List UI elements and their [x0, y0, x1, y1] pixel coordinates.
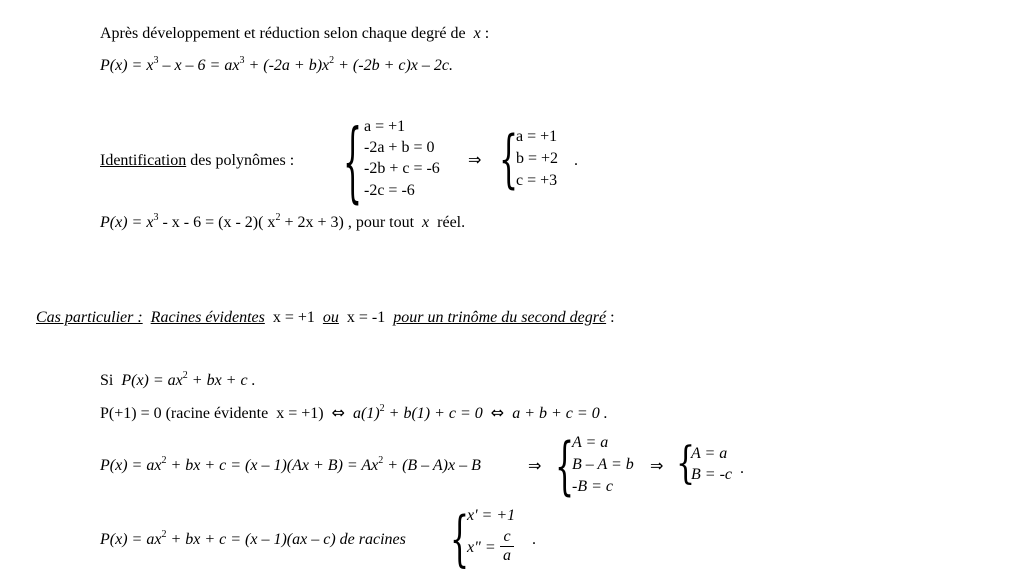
fraction — [500, 528, 514, 565]
si-line — [100, 371, 256, 391]
decomp-line — [100, 456, 481, 476]
numerator: c — [503, 528, 511, 545]
root-eq: x" = — [467, 539, 496, 556]
factorisation-line — [100, 213, 465, 233]
var-x: x — [422, 214, 430, 231]
eq-part: + bx + c . — [187, 372, 256, 389]
roots-line — [100, 530, 406, 550]
system-line: -2b + c = -6 — [364, 160, 440, 177]
eq-part: P(x) = ax — [100, 531, 162, 548]
exp: 2 — [378, 455, 384, 466]
eq-part: + 2x + 3) , pour tout — [280, 214, 415, 231]
eq-part: – x – 6 = ax — [158, 57, 240, 74]
identification-label — [100, 151, 294, 171]
eq-part: + b(1) + c = 0 — [384, 405, 483, 422]
cas-sub: Racines évidentes — [150, 309, 265, 326]
root-eq: x' = +1 — [467, 507, 516, 524]
sys-eq: -B = c — [572, 478, 613, 495]
root-value: x = -1 — [346, 309, 386, 326]
result-line: a = +1 — [516, 128, 558, 145]
system-line — [691, 444, 727, 464]
equivalent-icon: ⇔ — [490, 403, 505, 422]
period: . — [574, 152, 578, 169]
root-line — [467, 538, 496, 558]
left-brace-icon: { — [343, 113, 363, 215]
denominator: a — [503, 547, 511, 564]
left-brace-icon: { — [555, 431, 575, 505]
exp: 2 — [161, 455, 167, 466]
eq-part: P(x) = x — [100, 214, 154, 231]
left-brace-icon: { — [450, 505, 470, 575]
eq-part: x = +1) — [276, 405, 324, 422]
left-brace-icon: { — [499, 124, 519, 198]
eq-part: P(x) = ax — [121, 372, 183, 389]
sys-eq: B = -c — [691, 466, 732, 483]
period: . — [532, 531, 536, 548]
eq-part: réel. — [437, 214, 466, 231]
eq-part: + bx + c = (x – 1)(ax – c) de racines — [166, 531, 406, 548]
colon: : — [610, 309, 615, 326]
cas-particulier-heading — [36, 308, 615, 328]
ou-word: ou — [322, 309, 339, 326]
p-plus-one-line — [100, 403, 608, 424]
identification-title: Identification — [100, 152, 187, 169]
left-brace-icon: { — [676, 439, 696, 490]
eq-part: P(+1) = 0 (racine évidente — [100, 405, 269, 422]
intro-line — [100, 24, 489, 44]
root-line — [467, 506, 515, 526]
eq-part: - x - 6 = (x - 2)( x — [158, 214, 276, 231]
sys-eq: A = a — [572, 434, 609, 451]
implies-icon: ⇒ — [468, 150, 482, 169]
exp: 2 — [379, 403, 385, 414]
exp: 3 — [153, 55, 159, 66]
result-line: b = +2 — [516, 150, 559, 167]
system-line: -2c = -6 — [364, 182, 415, 199]
colon: : — [484, 25, 490, 42]
system-line — [572, 433, 608, 453]
cas-title: Cas particulier : — [36, 309, 143, 326]
equivalent-icon: ⇔ — [331, 403, 345, 422]
eq-part: + bx + c = (x – 1)(Ax + B) = Ax — [166, 457, 379, 474]
eq-part: a(1) — [352, 405, 380, 422]
exp: 2 — [275, 212, 281, 223]
exp: 3 — [239, 55, 245, 66]
cas-rest: pour un trinôme du second degré — [393, 309, 607, 326]
si-word: Si — [100, 372, 114, 389]
implies-icon: ⇒ — [528, 456, 542, 475]
system-line — [572, 477, 613, 497]
system-line — [572, 455, 634, 475]
system-line: -2a + b = 0 — [364, 139, 435, 156]
system-line: a = +1 — [364, 118, 406, 135]
period: . — [740, 460, 744, 477]
eq-part: P(x) = ax — [100, 457, 162, 474]
exp: 2 — [182, 370, 188, 381]
root-value: x = +1 — [272, 309, 315, 326]
var-x: x — [473, 25, 481, 42]
result-line: c = +3 — [516, 172, 558, 189]
exp: 3 — [153, 212, 159, 223]
exp: 2 — [161, 529, 167, 540]
eq-part: + (B – A)x – B — [383, 457, 481, 474]
intro-text: Après développement et réduction selon chaque degré de — [100, 25, 466, 42]
sys-eq: A = a — [691, 445, 728, 462]
eq-part: P(x) = x — [100, 57, 154, 74]
implies-icon: ⇒ — [650, 456, 664, 475]
poly-equation — [100, 56, 453, 76]
exp: 2 — [329, 55, 335, 66]
identification-rest: des polynômes : — [186, 152, 295, 169]
eq-part: + (-2a + b)x — [244, 57, 330, 74]
sys-eq: B – A = b — [572, 456, 634, 473]
eq-part: + (-2b + c)x – 2c. — [334, 57, 454, 74]
eq-part: a + b + c = 0 . — [512, 405, 608, 422]
system-line — [691, 465, 732, 485]
